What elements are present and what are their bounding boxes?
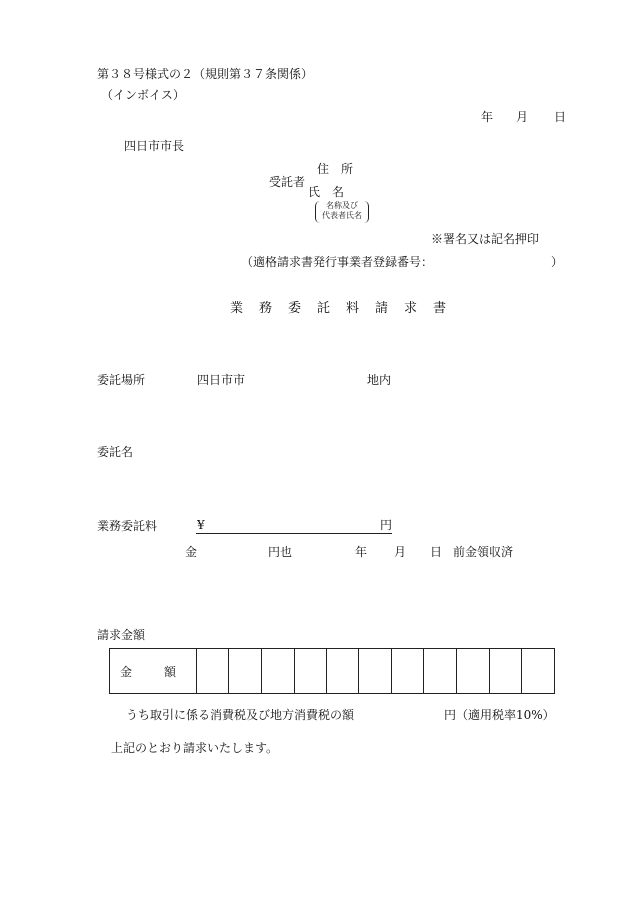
name-label: 氏 名 bbox=[308, 185, 345, 199]
amount-digit-cell[interactable] bbox=[197, 649, 229, 694]
amount-digit-cell[interactable] bbox=[424, 649, 457, 694]
location-suffix: 地内 bbox=[367, 373, 392, 387]
fee-yen-mark: ¥ bbox=[197, 518, 205, 532]
invoice-note: （インボイス） bbox=[101, 88, 185, 102]
amount-digit-cell[interactable] bbox=[490, 649, 522, 694]
fee-yen-unit: 円 bbox=[380, 518, 393, 532]
fee-underline bbox=[196, 533, 392, 534]
fee-year: 年 bbox=[355, 545, 368, 559]
fee-month: 月 bbox=[394, 545, 407, 559]
fee-day: 日 bbox=[430, 545, 443, 559]
amount-label: 金 額 bbox=[110, 649, 197, 694]
closing-statement: 上記のとおり請求いたします。 bbox=[111, 741, 279, 755]
seal-note: ※署名又は記名押印 bbox=[431, 232, 540, 246]
amount-digit-cell[interactable] bbox=[359, 649, 392, 694]
addressee: 四日市市長 bbox=[124, 139, 185, 153]
address-label: 住 所 bbox=[317, 162, 354, 176]
consignment-name-label: 委託名 bbox=[97, 445, 134, 459]
consignee-label: 受託者 bbox=[269, 175, 306, 189]
document-title: 業務委託料請求書 bbox=[230, 301, 463, 316]
date-month: 月 bbox=[516, 110, 529, 124]
amount-table bbox=[109, 648, 555, 694]
amount-digit-cell[interactable] bbox=[457, 649, 490, 694]
name-note-line1: 名称及び bbox=[326, 201, 358, 210]
amount-digit-cell[interactable] bbox=[392, 649, 424, 694]
registration-close: ） bbox=[551, 255, 564, 269]
tax-yen: 円（適用税率10%） bbox=[444, 708, 555, 722]
fee-advance-received: 前金領収済 bbox=[453, 545, 514, 559]
amount-digit-cell[interactable] bbox=[295, 649, 327, 694]
name-note-line2: 代表者氏名 bbox=[322, 211, 362, 220]
amount-digit-cell[interactable] bbox=[262, 649, 295, 694]
billing-label: 請求金額 bbox=[97, 628, 146, 642]
amount-digit-cell[interactable] bbox=[522, 649, 555, 694]
amount-digit-cell[interactable] bbox=[327, 649, 359, 694]
form-number: 第３８号様式の２（規則第３７条関係） bbox=[97, 67, 314, 81]
fee-enya: 円也 bbox=[268, 545, 293, 559]
registration-open: （適格請求書発行事業者登録番号： bbox=[241, 255, 434, 269]
fee-label: 業務委託料 bbox=[97, 519, 158, 533]
tax-line: うち取引に係る消費税及び地方消費税の額 bbox=[126, 708, 355, 722]
fee-kin: 金 bbox=[185, 545, 198, 559]
name-note-bracket bbox=[315, 201, 369, 223]
date-year: 年 bbox=[481, 110, 494, 124]
location-label: 委託場所 bbox=[97, 373, 146, 387]
date-day: 日 bbox=[554, 110, 567, 124]
location-city: 四日市市 bbox=[197, 373, 246, 387]
amount-digit-cell[interactable] bbox=[229, 649, 262, 694]
